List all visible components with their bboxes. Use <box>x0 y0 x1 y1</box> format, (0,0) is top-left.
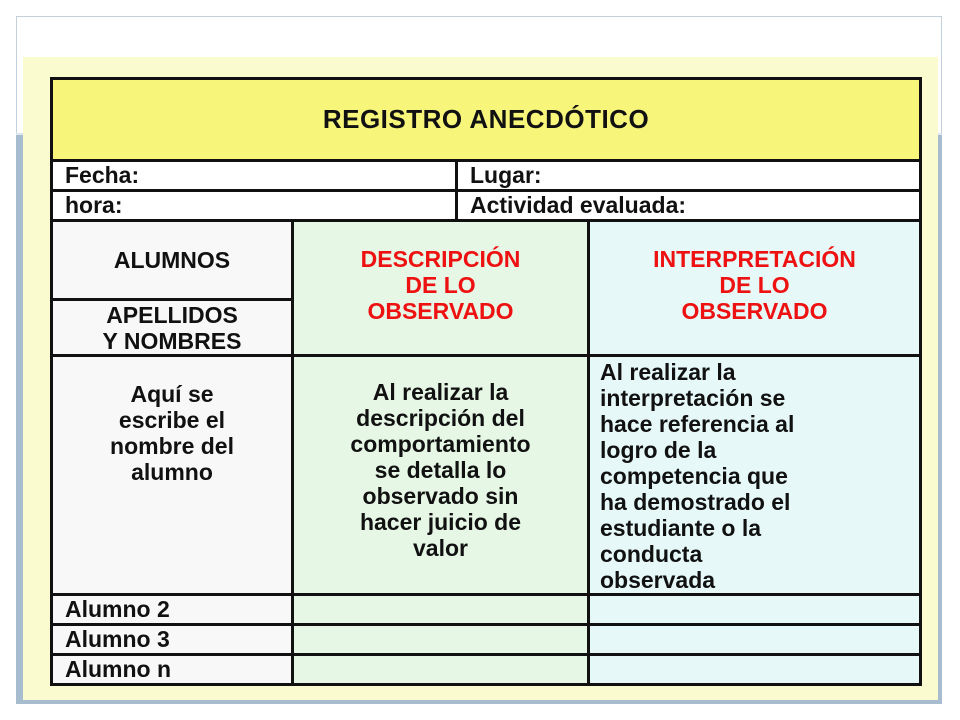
cell-line: logro de la <box>600 437 717 463</box>
student-name-cell: Alumno 3 <box>52 625 293 655</box>
example-student-cell <box>52 356 293 595</box>
header-line: APELLIDOS <box>106 301 238 328</box>
cell-line: Al realizar la <box>600 359 736 385</box>
description-cell <box>293 625 589 655</box>
cell-line: estudiante o la <box>600 515 762 541</box>
interpretation-cell <box>589 625 921 655</box>
column-header-alumnos: ALUMNOS <box>52 221 293 300</box>
student-name-cell: Alumno n <box>52 655 293 685</box>
column-header-descripcion <box>293 221 589 356</box>
table-row <box>52 595 921 625</box>
interpretation-cell <box>589 655 921 685</box>
column-header-apellidos <box>52 300 293 356</box>
header-line: OBSERVADO <box>681 298 828 324</box>
cell-line: observada <box>600 567 716 593</box>
description-cell <box>293 655 589 685</box>
cell-line: ha demostrado el <box>600 489 791 515</box>
header-line: DESCRIPCIÓN <box>360 246 521 272</box>
cell-line: Aquí se <box>130 381 214 407</box>
cell-line: alumno <box>131 459 213 485</box>
cell-line: valor <box>413 535 468 561</box>
cell-line: interpretación se <box>600 385 786 411</box>
table-row <box>52 625 921 655</box>
description-cell <box>293 595 589 625</box>
cell-line: nombre del <box>110 433 234 459</box>
header-line: Y NOMBRES <box>102 327 242 354</box>
header-line: OBSERVADO <box>367 298 514 324</box>
cell-line: competencia que <box>600 463 788 489</box>
student-name-cell: Alumno 2 <box>52 595 293 625</box>
table-row <box>52 655 921 685</box>
fecha-field: Fecha: <box>52 161 457 191</box>
column-header-interpretacion <box>589 221 921 356</box>
header-line: DE LO <box>405 272 476 298</box>
cell-line: comportamiento <box>350 431 531 457</box>
cell-line: hacer juicio de <box>359 509 522 535</box>
table-title: REGISTRO ANECDÓTICO <box>52 79 921 161</box>
anecdotal-record-table <box>50 77 922 686</box>
cell-line: hace referencia al <box>600 411 795 437</box>
cell-line: se detalla lo <box>374 457 507 483</box>
cell-line: escribe el <box>118 407 226 433</box>
hora-field: hora: <box>52 191 457 221</box>
actividad-field: Actividad evaluada: <box>457 191 921 221</box>
cell-line: conducta <box>600 541 703 567</box>
example-description-cell <box>293 356 589 595</box>
cell-line: descripción del <box>356 405 525 431</box>
cell-line: observado sin <box>362 483 519 509</box>
example-interpretation-cell <box>589 356 921 595</box>
interpretation-cell <box>589 595 921 625</box>
header-line: DE LO <box>719 272 790 298</box>
cell-line: Al realizar la <box>372 379 509 405</box>
lugar-field: Lugar: <box>457 161 921 191</box>
header-line: INTERPRETACIÓN <box>653 246 856 272</box>
